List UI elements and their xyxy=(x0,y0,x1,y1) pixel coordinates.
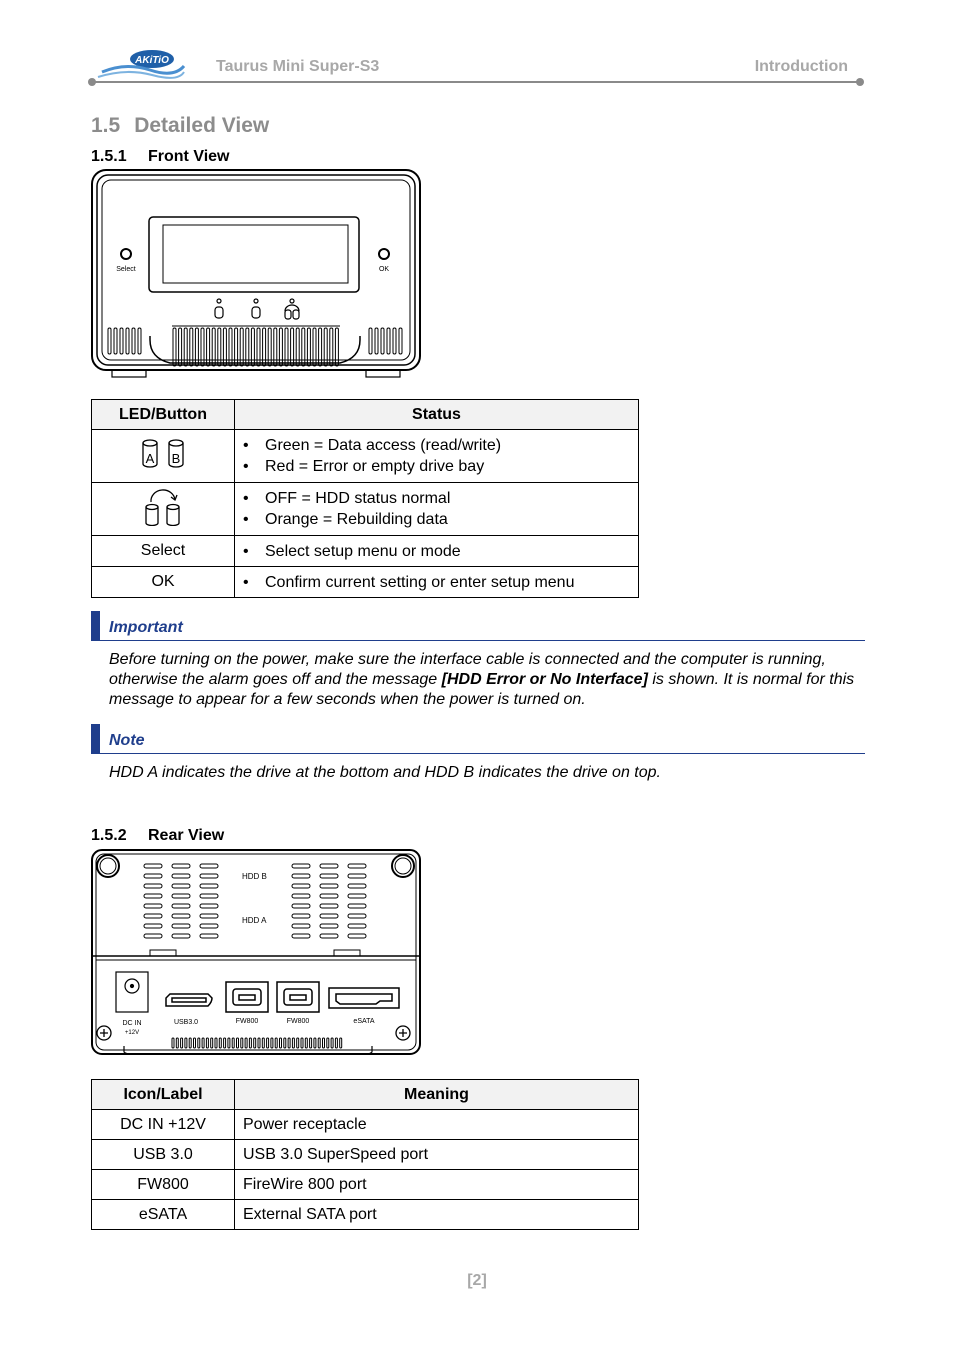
led-rebuild-diagram xyxy=(285,299,299,319)
table-cell xyxy=(235,536,639,567)
front-view-diagram xyxy=(90,168,422,380)
select-button-diagram xyxy=(121,249,131,259)
list-item: • Orange = Rebuilding data xyxy=(265,509,630,530)
diagram-select-label: Select xyxy=(116,266,136,273)
diagram-esata-label: eSATA xyxy=(353,1018,375,1025)
rear-view-diagram xyxy=(90,848,422,1058)
table-cell xyxy=(92,483,235,536)
table-header-row xyxy=(92,1080,639,1110)
table-cell xyxy=(235,567,639,598)
header-rule-end-left xyxy=(88,78,96,86)
hdd-a-letter: A xyxy=(145,450,155,466)
table-row xyxy=(92,536,639,567)
led-b-diagram xyxy=(252,299,260,318)
table-cell xyxy=(235,430,639,483)
list-item: • OFF = HDD status normal xyxy=(265,488,630,509)
important-text-after: is shown. It is normal for this message to appear for a few seconds when the power is turned on. xyxy=(109,671,855,708)
table-row xyxy=(92,1140,639,1170)
header-rule xyxy=(92,81,860,83)
rear-view-table xyxy=(91,1079,639,1230)
table-cell: USB 3.0 SuperSpeed port xyxy=(235,1140,639,1170)
table-header-cell: Status xyxy=(235,400,639,430)
diagram-hdd-b-label: HDD B xyxy=(242,872,267,881)
table-cell: Power receptacle xyxy=(235,1110,639,1140)
table-row xyxy=(92,430,639,483)
list-item: • Green = Data access (read/write) xyxy=(265,435,630,456)
table-cell: eSATA xyxy=(92,1200,235,1230)
table-cell: FW800 xyxy=(92,1170,235,1200)
diagram-usb-label: USB3.0 xyxy=(173,1019,199,1026)
list-item: • Select setup menu or mode xyxy=(265,541,630,562)
table-cell: External SATA port xyxy=(235,1200,639,1230)
list-item: • Confirm current setting or enter setup menu xyxy=(265,572,630,593)
important-bar xyxy=(91,611,100,641)
section-title: Detailed View xyxy=(134,114,270,137)
diagram-fw2-label: FW800 xyxy=(286,1018,310,1025)
led-a-diagram xyxy=(215,299,223,318)
table-cell: USB 3.0 xyxy=(92,1140,235,1170)
list-item: • Red = Error or empty drive bay xyxy=(265,456,630,477)
usb3-port-diagram xyxy=(166,994,212,1006)
section-number: 1.5 xyxy=(91,114,121,137)
table-header-cell: Icon/Label xyxy=(92,1080,235,1110)
fw800-port-1-diagram xyxy=(226,982,268,1012)
esata-port-diagram xyxy=(329,988,399,1008)
important-title: Important xyxy=(109,619,183,636)
important-text-before: Before turning on the power, make sure the interface cable is connected and the computer is running, otherwise the alarm goes off and the message xyxy=(109,651,826,688)
table-cell: Select xyxy=(92,536,235,567)
note-text: HDD A indicates the drive at the bottom and HDD B indicates the drive on top. xyxy=(109,764,661,781)
table-cell: FireWire 800 port xyxy=(235,1170,639,1200)
logo-text: AKiTiO xyxy=(135,55,169,66)
diagram-ok-label: OK xyxy=(378,266,390,273)
important-message: [HDD Error or No Interface] xyxy=(441,671,648,688)
rebuild-icon xyxy=(141,488,185,526)
header-product: Taurus Mini Super-S3 xyxy=(216,58,380,75)
header-rule-end-right xyxy=(856,78,864,86)
note-bar xyxy=(91,724,100,754)
rear-view-number: 1.5.2 xyxy=(91,827,127,844)
table-row xyxy=(92,1200,639,1230)
table-cell: OK xyxy=(92,567,235,598)
diagram-hdd-a-label: HDD A xyxy=(242,916,267,925)
table-header-cell: LED/Button xyxy=(92,400,235,430)
table-row xyxy=(92,483,639,536)
front-view-table xyxy=(91,399,639,598)
note-rule xyxy=(100,753,865,754)
hdd-b-letter: B xyxy=(171,450,181,466)
rear-view-title: Rear View xyxy=(148,827,225,844)
akitio-logo xyxy=(96,44,186,84)
hdd-ab-led-icon xyxy=(136,437,190,471)
table-row xyxy=(92,567,639,598)
diagram-dc-volt-label: +12V xyxy=(124,1030,140,1036)
table-header-cell: Meaning xyxy=(235,1080,639,1110)
dc-in-port-diagram xyxy=(116,972,148,1012)
important-rule xyxy=(100,640,865,641)
table-cell xyxy=(235,483,639,536)
table-cell xyxy=(92,430,235,483)
header-chapter: Introduction xyxy=(754,58,848,75)
table-row xyxy=(92,1110,639,1140)
front-view-title: Front View xyxy=(148,148,230,165)
front-view-heading xyxy=(91,148,230,166)
note-title: Note xyxy=(109,732,145,749)
front-view-number: 1.5.1 xyxy=(91,148,127,165)
page-number: [2] xyxy=(467,1272,487,1289)
table-cell: DC IN +12V xyxy=(92,1110,235,1140)
fw800-port-2-diagram xyxy=(277,982,319,1012)
ok-button-diagram xyxy=(379,249,389,259)
table-row xyxy=(92,1170,639,1200)
diagram-fw1-label: FW800 xyxy=(235,1018,259,1025)
important-text xyxy=(109,650,869,710)
rear-view-heading xyxy=(91,827,224,845)
diagram-dc-in-label: DC IN xyxy=(122,1020,142,1027)
table-header-row xyxy=(92,400,639,430)
section-heading xyxy=(91,114,269,138)
